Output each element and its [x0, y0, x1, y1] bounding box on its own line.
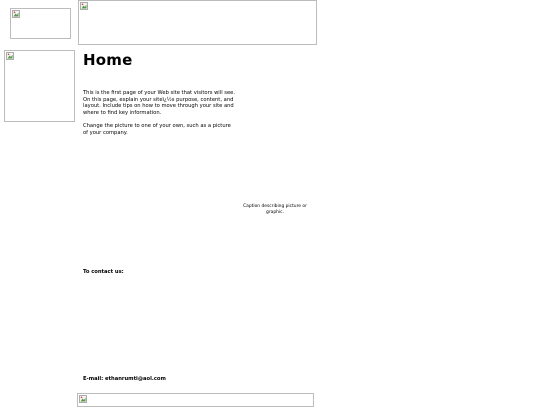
email-contact: E-mail: ethanrumti@aol.com: [83, 376, 166, 382]
logo-image: [10, 8, 71, 39]
page-title: Home: [83, 51, 133, 69]
picture-hint-paragraph: Change the picture to one of your own, such as a picture of your company.: [83, 123, 231, 136]
broken-image-icon: [12, 10, 20, 18]
intro-paragraph: This is the first page of your Web site that visitors will see. On this page, explain your siteï¿½s purpose, content, and layout. Include tips on how to move through your site and where to find key information.: [83, 90, 236, 116]
sidebar-picture: [4, 50, 75, 122]
broken-image-icon: [79, 395, 87, 403]
banner-image: [78, 0, 317, 45]
broken-image-icon: [6, 52, 14, 60]
broken-image-icon: [80, 2, 88, 10]
contact-label: To contact us:: [83, 269, 124, 275]
picture-caption: Caption describing picture or graphic.: [243, 204, 307, 215]
